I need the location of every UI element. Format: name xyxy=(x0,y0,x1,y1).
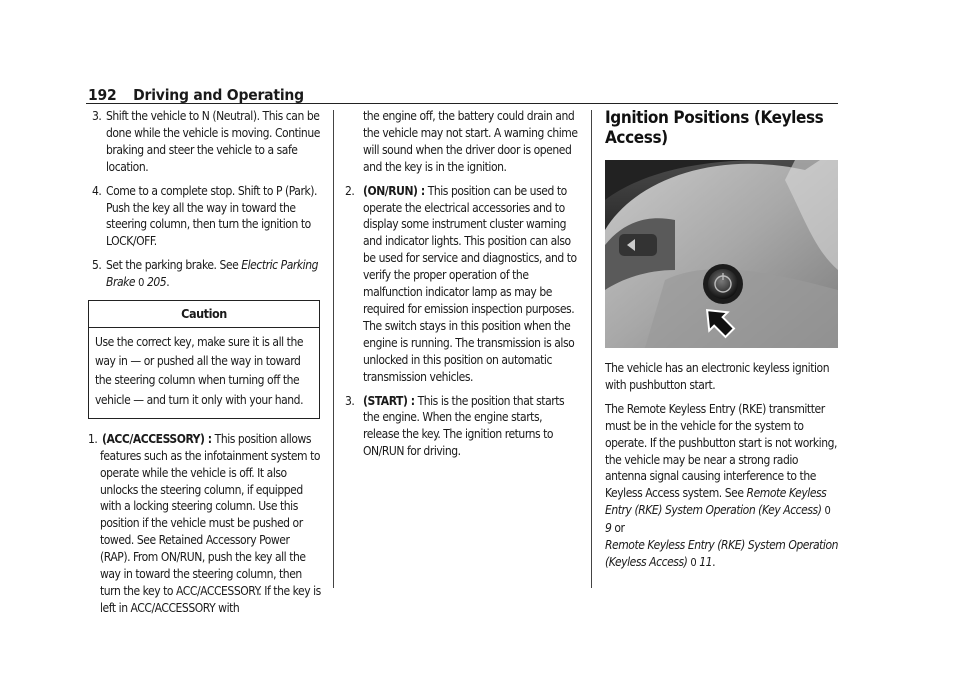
running-header xyxy=(88,86,304,104)
column-1 xyxy=(88,108,322,624)
intro-paragraph: The vehicle has an electronic keyless ignition with pushbutton start. xyxy=(605,361,830,392)
caution-title: Caution xyxy=(89,301,319,328)
rke-text: The Remote Keyless Entry (RKE) transmitter must be in the vehicle for the system to operate. If the pushbutton start is not working, the vehicle may be near a strong radio antenna signal causing interference to the Keyless Access system. See xyxy=(605,401,838,501)
step-number: 3. xyxy=(92,109,102,123)
position-text: This is the position that starts the engine. When the engine starts, release the key. The ignition returns to ON/RUN for driving. xyxy=(363,393,565,459)
cross-reference-link[interactable]: Remote Keyless Entry (RKE) System Operation (Keyless Access) xyxy=(605,538,839,569)
position-number: 2. xyxy=(345,183,355,198)
cross-reference-link[interactable]: Electric Parking Brake xyxy=(106,258,318,290)
page-ref-number[interactable]: 11 xyxy=(699,554,713,569)
list-item xyxy=(345,393,579,461)
punctuation: . xyxy=(166,275,170,290)
continued-paragraph: the engine off, the battery could drain and the vehicle may not start. A warning chime will sound when the driver door is opened and the key is in the ignition. xyxy=(363,109,578,174)
step-text: Shift the vehicle to N (Neutral). This can be done while the vehicle is moving. Continue braking and steer the vehicle to a safe location. xyxy=(106,109,320,174)
or-text: or xyxy=(614,521,625,536)
list-item xyxy=(92,183,322,251)
list-item xyxy=(88,431,322,617)
caution-body: Use the correct key, make sure it is all the way in — or pushed all the way in toward the steering column when turning off the vehicle — and turn it only with your hand. xyxy=(95,334,304,407)
punctuation: . xyxy=(712,554,716,569)
cross-reference-link[interactable]: Remote Keyless Entry (RKE) System Operation (Key Access) xyxy=(605,486,827,518)
page-ref-number[interactable]: 205 xyxy=(146,275,167,290)
page-ref-arrow-icon: 0 xyxy=(138,276,144,290)
list-item xyxy=(92,108,322,176)
page-ref-arrow-icon: 0 xyxy=(824,504,831,518)
position-number: 1. xyxy=(88,431,98,446)
column-divider xyxy=(333,110,334,588)
position-label: (ON/RUN) : xyxy=(363,183,425,198)
position-number: 3. xyxy=(345,393,355,408)
position-text: This position can be used to operate the electrical accessories and to display some instrument cluster warning and indicator lights. This position can also be used for service and diagnostics, and to verify the proper operation of the malfunction indicator lamp as may be required for emission inspection purposes. The switch stays in this position when the engine is running. The transmission is also unlocked in this position on automatic transmission vehicles. xyxy=(363,183,577,384)
header-rule xyxy=(86,103,838,104)
list-item xyxy=(345,183,579,386)
page-number: 192 xyxy=(88,86,117,104)
step-text: Set the parking brake. See xyxy=(106,258,242,273)
step-number: 4. xyxy=(92,183,102,198)
caution-box xyxy=(88,300,320,419)
column-3 xyxy=(605,108,839,579)
ignition-button-photo xyxy=(605,160,838,348)
column-2 xyxy=(345,108,579,467)
position-label: (START) : xyxy=(363,393,415,408)
page-ref-number[interactable]: 9 xyxy=(605,521,612,536)
step-text: Come to a complete stop. Shift to P (Park). Push the key all the way in toward the steering column, then turn the ignition to LOCK/OFF. xyxy=(106,183,317,249)
column-divider xyxy=(591,110,592,588)
section-title: Driving and Operating xyxy=(133,86,304,104)
page-ref-arrow-icon: 0 xyxy=(690,555,697,569)
rke-paragraph xyxy=(605,401,839,572)
step-number: 5. xyxy=(92,258,102,273)
position-text: This position allows features such as the infotainment system to operate while the vehicle is off. It also unlocks the steering column, if equipped with a locking steering column. Use this position if the vehicle must be pushed or towed. See Retained Accessory Power (RAP). From ON/RUN, push the key all the way in toward the steering column, then turn the key to ACC/ACCESSORY. If the key is left in ACC/ACCESSORY with xyxy=(100,431,321,615)
section-heading: Ignition Positions (Keyless Access) xyxy=(605,108,824,148)
list-item xyxy=(92,257,322,292)
position-label: (ACC/ACCESSORY) : xyxy=(102,431,212,446)
